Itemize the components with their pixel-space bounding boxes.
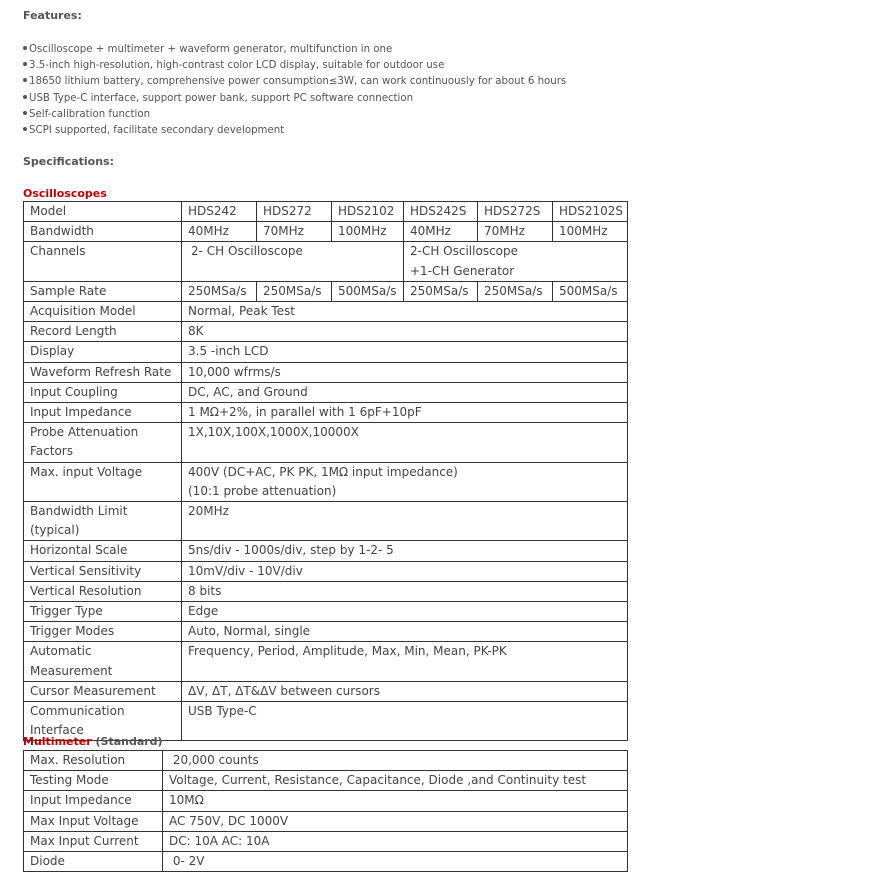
specifications-heading: Specifications: — [23, 155, 115, 168]
table-row — [24, 342, 628, 362]
bullet-icon — [23, 78, 27, 82]
spec-value-line: (10:1 probe attenuation) — [188, 483, 337, 498]
spec-value: 10mV/div - 10V/div — [182, 561, 628, 581]
bullet-icon — [23, 62, 27, 66]
oscilloscopes-title: Oscilloscopes — [23, 187, 107, 200]
spec-value: 70MHz — [257, 222, 332, 242]
table-row — [24, 302, 628, 322]
spec-label: Trigger Type — [24, 602, 182, 622]
multimeter-subtitle: (Standard) — [95, 735, 163, 748]
table-row — [24, 791, 628, 811]
spec-label: Max Input Current — [24, 831, 163, 851]
spec-value: USB Type-C — [182, 702, 628, 741]
table-row — [24, 242, 628, 281]
spec-value-line: +1-CH Generator — [410, 263, 515, 278]
feature-item: Self-calibration function — [23, 107, 566, 123]
multimeter-title: Multimeter (Standard) — [23, 735, 163, 748]
bullet-icon — [23, 127, 27, 131]
spec-value — [182, 462, 628, 501]
multimeter-spec-table — [23, 750, 628, 872]
spec-value: 0- 2V — [163, 852, 628, 872]
table-row — [24, 561, 628, 581]
feature-item: 3.5-inch high-resolution, high-contrast color LCD display, suitable for outdoor use — [23, 58, 566, 74]
spec-label: Input Impedance — [24, 403, 182, 423]
spec-label: Input Impedance — [24, 791, 163, 811]
table-row — [24, 602, 628, 622]
spec-label: Trigger Modes — [24, 622, 182, 642]
spec-value: 3.5 -inch LCD — [182, 342, 628, 362]
spec-value: DC, AC, and Ground — [182, 382, 628, 402]
table-row — [24, 322, 628, 342]
spec-label: Sample Rate — [24, 281, 182, 301]
table-row — [24, 423, 628, 462]
table-row — [24, 502, 628, 541]
table-row — [24, 581, 628, 601]
spec-label: Display — [24, 342, 182, 362]
spec-label: Max. Resolution — [24, 751, 163, 771]
spec-label: Bandwidth — [24, 222, 182, 242]
table-row — [24, 811, 628, 831]
table-row — [24, 622, 628, 642]
feature-item: USB Type-C interface, support power bank, support PC software connection — [23, 91, 566, 107]
spec-value: 20MHz — [182, 502, 628, 541]
spec-value — [404, 242, 628, 281]
spec-value: 500MSa/s — [332, 281, 404, 301]
feature-item: SCPI supported, facilitate secondary development — [23, 123, 566, 139]
spec-value: 10MΩ — [163, 791, 628, 811]
table-row — [24, 403, 628, 423]
spec-label: Testing Mode — [24, 771, 163, 791]
spec-value: HDS242 — [182, 202, 257, 222]
spec-value: 10,000 wfrms/s — [182, 362, 628, 382]
spec-value: AC 750V, DC 1000V — [163, 811, 628, 831]
oscilloscope-spec-table — [23, 201, 628, 741]
spec-value: Normal, Peak Test — [182, 302, 628, 322]
table-row — [24, 642, 628, 681]
spec-value: ΔV, ΔT, ΔT&ΔV between cursors — [182, 681, 628, 701]
spec-value: Voltage, Current, Resistance, Capacitance, Diode ,and Continuity test — [163, 771, 628, 791]
spec-value: 250MSa/s — [182, 281, 257, 301]
table-row — [24, 751, 628, 771]
bullet-icon — [23, 95, 27, 99]
spec-value: HDS2102 — [332, 202, 404, 222]
spec-label: Cursor Measurement — [24, 681, 182, 701]
spec-value: 8K — [182, 322, 628, 342]
spec-label: Bandwidth Limit (typical) — [24, 502, 182, 541]
table-row — [24, 852, 628, 872]
spec-label: Max. input Voltage — [24, 462, 182, 501]
spec-value: 250MSa/s — [404, 281, 478, 301]
spec-label: Max Input Voltage — [24, 811, 163, 831]
spec-label: Vertical Sensitivity — [24, 561, 182, 581]
spec-label: Communication Interface — [24, 702, 182, 741]
features-list — [23, 42, 566, 139]
spec-value: 1X,10X,100X,1000X,10000X — [182, 423, 628, 462]
spec-value: HDS272 — [257, 202, 332, 222]
feature-item: 18650 lithium battery, comprehensive power consumption≤3W, can work continuously for about 6 hours — [23, 74, 566, 90]
spec-label: Channels — [24, 242, 182, 281]
spec-value: 250MSa/s — [478, 281, 553, 301]
spec-value: 100MHz — [553, 222, 628, 242]
spec-value: 40MHz — [404, 222, 478, 242]
spec-value-line: 2-CH Oscilloscope — [410, 244, 519, 259]
spec-value: 2- CH Oscilloscope — [182, 242, 404, 281]
spec-label: Automatic Measurement — [24, 642, 182, 681]
table-row — [24, 462, 628, 501]
spec-label: Record Length — [24, 322, 182, 342]
table-row — [24, 541, 628, 561]
spec-value: 1 MΩ+2%, in parallel with 1 6pF+10pF — [182, 403, 628, 423]
spec-value: HDS2102S — [553, 202, 628, 222]
spec-value: 20,000 counts — [163, 751, 628, 771]
spec-value: HDS272S — [478, 202, 553, 222]
table-row — [24, 831, 628, 851]
spec-label: Model — [24, 202, 182, 222]
spec-value: 500MSa/s — [553, 281, 628, 301]
spec-value-line: 400V (DC+AC, PK PK, 1MΩ input impedance) — [188, 464, 458, 479]
spec-value: HDS242S — [404, 202, 478, 222]
spec-label: Horizontal Scale — [24, 541, 182, 561]
table-row — [24, 281, 628, 301]
table-row — [24, 771, 628, 791]
spec-value: 5ns/div - 1000s/div, step by 1-2- 5 — [182, 541, 628, 561]
spec-label: Probe Attenuation Factors — [24, 423, 182, 462]
spec-value: 40MHz — [182, 222, 257, 242]
features-heading: Features: — [23, 9, 82, 22]
spec-value: 70MHz — [478, 222, 553, 242]
bullet-icon — [23, 46, 27, 50]
spec-label: Vertical Resolution — [24, 581, 182, 601]
spec-value: DC: 10A AC: 10A — [163, 831, 628, 851]
spec-label: Waveform Refresh Rate — [24, 362, 182, 382]
spec-label: Acquisition Model — [24, 302, 182, 322]
spec-value: Frequency, Period, Amplitude, Max, Min, Mean, PK-PK — [182, 642, 628, 681]
spec-value: 100MHz — [332, 222, 404, 242]
table-row — [24, 222, 628, 242]
table-row — [24, 362, 628, 382]
table-row — [24, 681, 628, 701]
bullet-icon — [23, 111, 27, 115]
spec-value: 250MSa/s — [257, 281, 332, 301]
spec-value: Auto, Normal, single — [182, 622, 628, 642]
spec-label: Diode — [24, 852, 163, 872]
spec-value: Edge — [182, 602, 628, 622]
feature-item: Oscilloscope + multimeter + waveform generator, multifunction in one — [23, 42, 566, 58]
table-row — [24, 202, 628, 222]
spec-label: Input Coupling — [24, 382, 182, 402]
spec-value: 8 bits — [182, 581, 628, 601]
table-row — [24, 382, 628, 402]
